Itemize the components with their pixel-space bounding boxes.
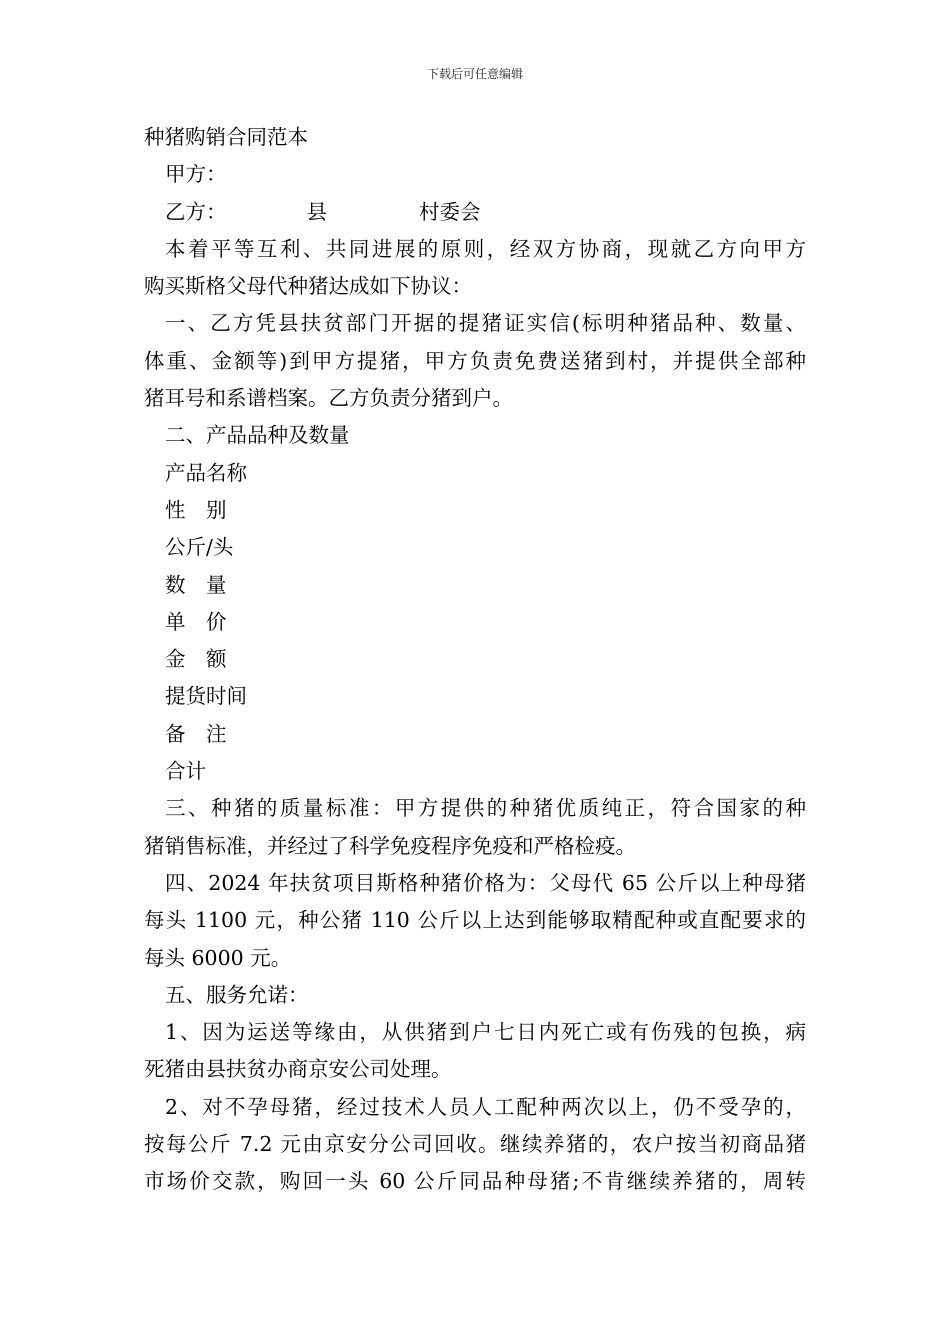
text-line: 1、因为运送等缘由，从供猪到户七日内死亡或有伤残的包换，病 — [165, 1020, 806, 1045]
text-line: 一、乙方凭县扶贫部门开据的提猪证实信(标明种猪品种、数量、 — [165, 311, 806, 336]
text-line: 数 量 — [165, 572, 227, 597]
text-line: 产品名称 — [165, 460, 247, 485]
document-title: 种猪购销合同范本 — [144, 125, 308, 149]
text-line: 公斤/头 — [165, 535, 234, 560]
text-line: 按每公斤 7.2 元由京安分公司回收。继续养猪的，农户按当初商品猪 — [144, 1132, 806, 1157]
text-line: 每头 1100 元，种公猪 110 公斤以上达到能够取精配种或直配要求的 — [144, 908, 806, 933]
text-line: 性 别 — [165, 497, 227, 522]
text-line: 本着平等互利、共同进展的原则，经双方协商，现就乙方向甲方 — [165, 236, 806, 261]
party-b-label: 乙方： — [165, 199, 227, 224]
text-line: 备 注 — [165, 721, 227, 746]
party-b-line — [144, 194, 806, 231]
text-line: 死猪由县扶贫办商京安公司处理。 — [144, 1057, 452, 1082]
party-b-county: 县 — [306, 199, 327, 224]
party-b-village: 村委会 — [419, 199, 481, 224]
text-line: 提货时间 — [165, 684, 247, 709]
text-line: 四、2024 年扶贫项目斯格种猪价格为：父母代 65 公斤以上种母猪 — [165, 870, 806, 895]
text-line: 猪销售标准，并经过了科学免疫程序免疫和严格检疫。 — [144, 833, 636, 858]
text-line: 金 额 — [165, 647, 227, 672]
party-a-line: 甲方： — [165, 162, 227, 187]
text-line: 2、对不孕母猪，经过技术人员人工配种两次以上，仍不受孕的， — [165, 1094, 806, 1119]
text-line: 体重、金额等)到甲方提猪，甲方负责免费送猪到村，并提供全部种 — [144, 348, 806, 373]
text-line: 三、种猪的质量标准：甲方提供的种猪优质纯正，符合国家的种 — [165, 796, 806, 821]
text-line: 合计 — [165, 759, 206, 784]
text-line: 五、服务允诺： — [165, 982, 309, 1007]
text-line: 猪耳号和系谱档案。乙方负责分猪到户。 — [144, 386, 513, 411]
document-body — [144, 119, 806, 1201]
text-line: 购买斯格父母代种猪达成如下协议： — [144, 274, 472, 299]
header-note: 下载后可任意编辑 — [426, 67, 523, 81]
text-line: 单 价 — [165, 609, 227, 634]
contract-paragraphs — [144, 231, 806, 1201]
text-line: 每头 6000 元。 — [144, 945, 292, 970]
text-line: 市场价交款，购回一头 60 公斤同品种母猪;不肯继续养猪的，周转 — [144, 1169, 806, 1194]
text-line: 二、产品品种及数量 — [165, 423, 350, 448]
